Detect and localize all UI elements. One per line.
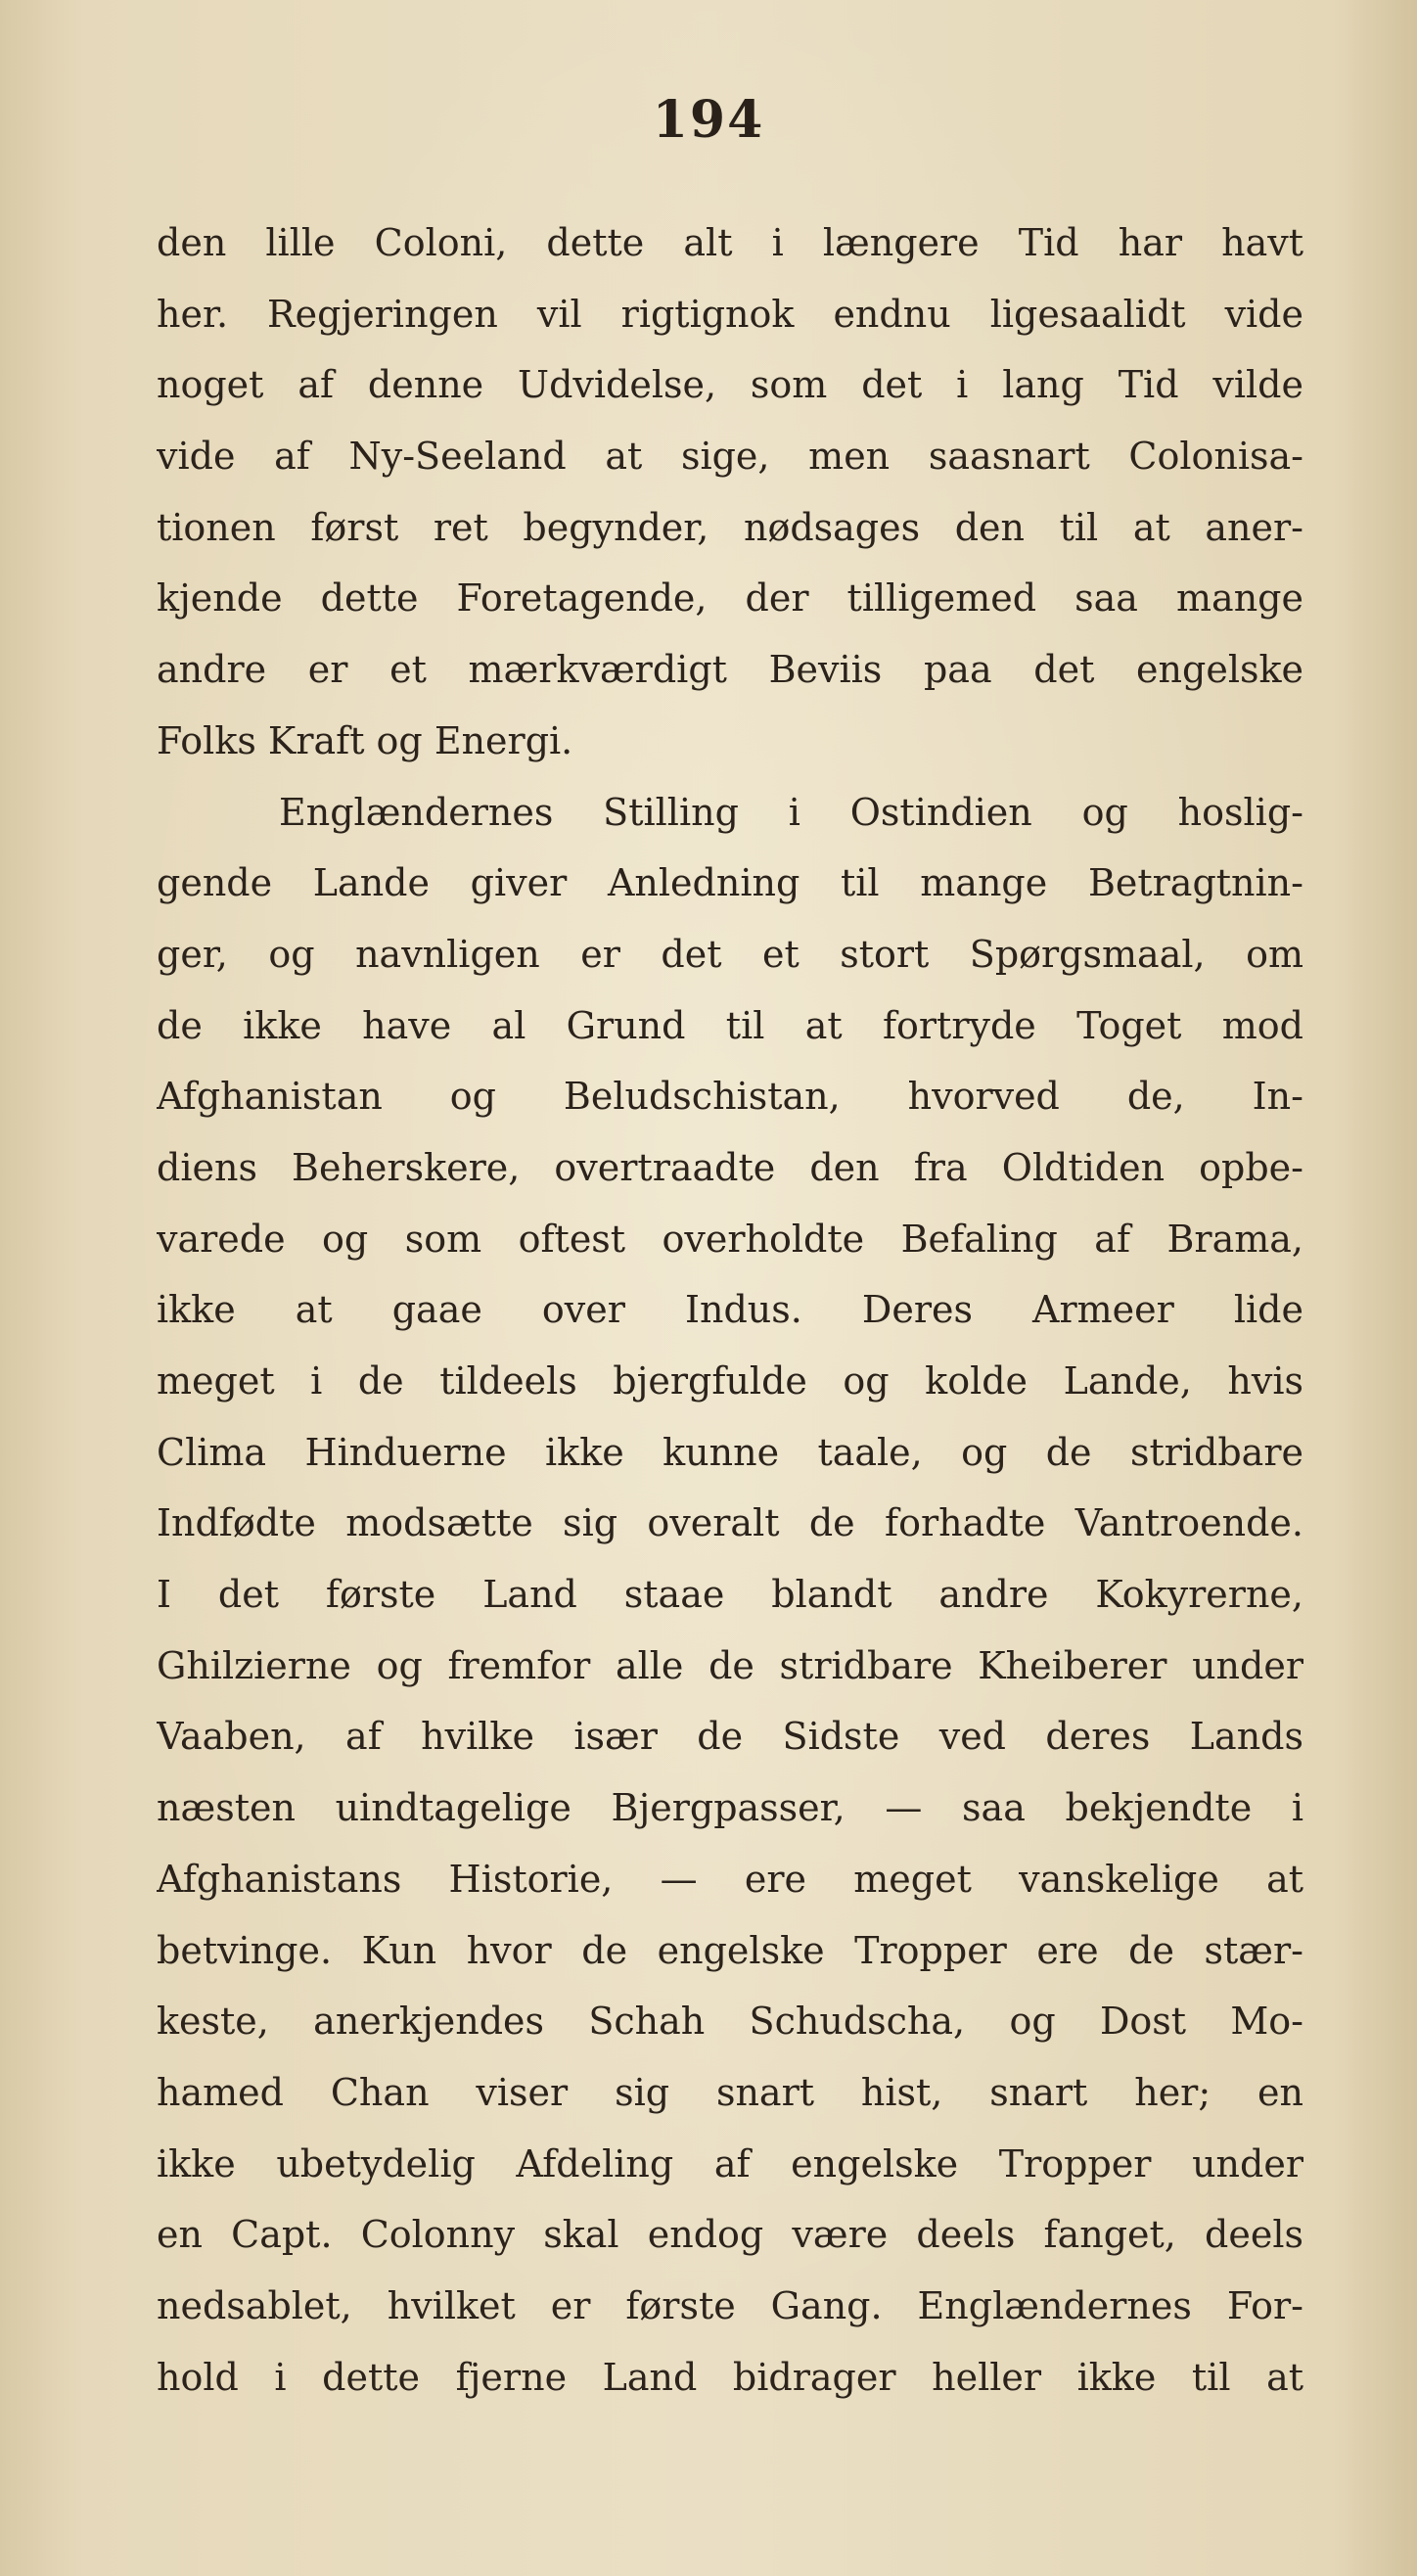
text-line: ikke at gaae over Indus. Deres Armeer lide xyxy=(157,1288,1303,1332)
text-line: ikke ubetydelig Afdeling af engelske Tropper under xyxy=(157,2141,1303,2185)
paragraph-start-line: Englændernes Stilling i Ostindien og hoslig- xyxy=(279,790,1303,834)
text-line: Indfødte modsætte sig overalt de forhadte Vantroende. xyxy=(157,1501,1303,1545)
text-line: Ghilzierne og fremfor alle de stridbare Kheiberer under xyxy=(157,1643,1303,1687)
text-line: hamed Chan viser sig snart hist, snart her; en xyxy=(157,2070,1303,2114)
text-line: vide af Ny-Seeland at sige, men saasnart Colonisa- xyxy=(157,435,1303,479)
text-line: hold i dette fjerne Land bidrager heller ikke til at xyxy=(157,2355,1303,2399)
text-line: tionen først ret begynder, nødsages den til at aner- xyxy=(157,505,1303,549)
text-line: næsten uindtagelige Bjergpasser, — saa bekjendte i xyxy=(157,1786,1303,1830)
text-line: nedsablet, hvilket er første Gang. Englændernes For- xyxy=(157,2283,1303,2327)
text-line: meget i de tildeels bjergfulde og kolde Lande, hvis xyxy=(157,1359,1303,1403)
text-line: Folks Kraft og Energi. xyxy=(157,718,573,762)
text-line: varede og som oftest overholdte Befaling af Brama, xyxy=(157,1217,1303,1261)
text-line: betvinge. Kun hvor de engelske Tropper ere de stær- xyxy=(157,1928,1303,1972)
text-line: her. Regjeringen vil rigtignok endnu ligesaalidt vide xyxy=(157,292,1303,336)
text-line: andre er et mærkværdigt Beviis paa det engelske xyxy=(157,648,1303,692)
text-line: kjende dette Foretagende, der tilligemed saa mange xyxy=(157,576,1303,621)
text-line: Afghanistan og Beludschistan, hvorved de, In- xyxy=(157,1075,1303,1119)
text-line: de ikke have al Grund til at fortryde Toget mod xyxy=(157,1003,1303,1047)
text-line: en Capt. Colonny skal endog være deels fanget, deels xyxy=(157,2213,1303,2257)
text-line: noget af denne Udvidelse, som det i lang Tid vilde xyxy=(157,363,1303,407)
body-text xyxy=(157,207,1303,2413)
text-line: den lille Coloni, dette alt i længere Tid har havt xyxy=(157,221,1303,264)
text-line: ger, og navnligen er det et stort Spørgsmaal, om xyxy=(157,932,1303,976)
text-line: I det første Land staae blandt andre Kokyrerne, xyxy=(157,1573,1303,1617)
text-line: Vaaben, af hvilke især de Sidste ved deres Lands xyxy=(157,1715,1303,1759)
text-line: diens Beherskere, overtraadte den fra Oldtiden opbe- xyxy=(157,1145,1303,1189)
page-number: 194 xyxy=(652,90,765,150)
text-line: Afghanistans Historie, — ere meget vanskelige at xyxy=(157,1857,1303,1901)
text-line: keste, anerkjendes Schah Schudscha, og Dost Mo- xyxy=(157,2000,1303,2044)
text-line: Clima Hinduerne ikke kunne taale, og de stridbare xyxy=(157,1430,1303,1474)
text-line: gende Lande giver Anledning til mange Betragtnin- xyxy=(157,861,1303,905)
